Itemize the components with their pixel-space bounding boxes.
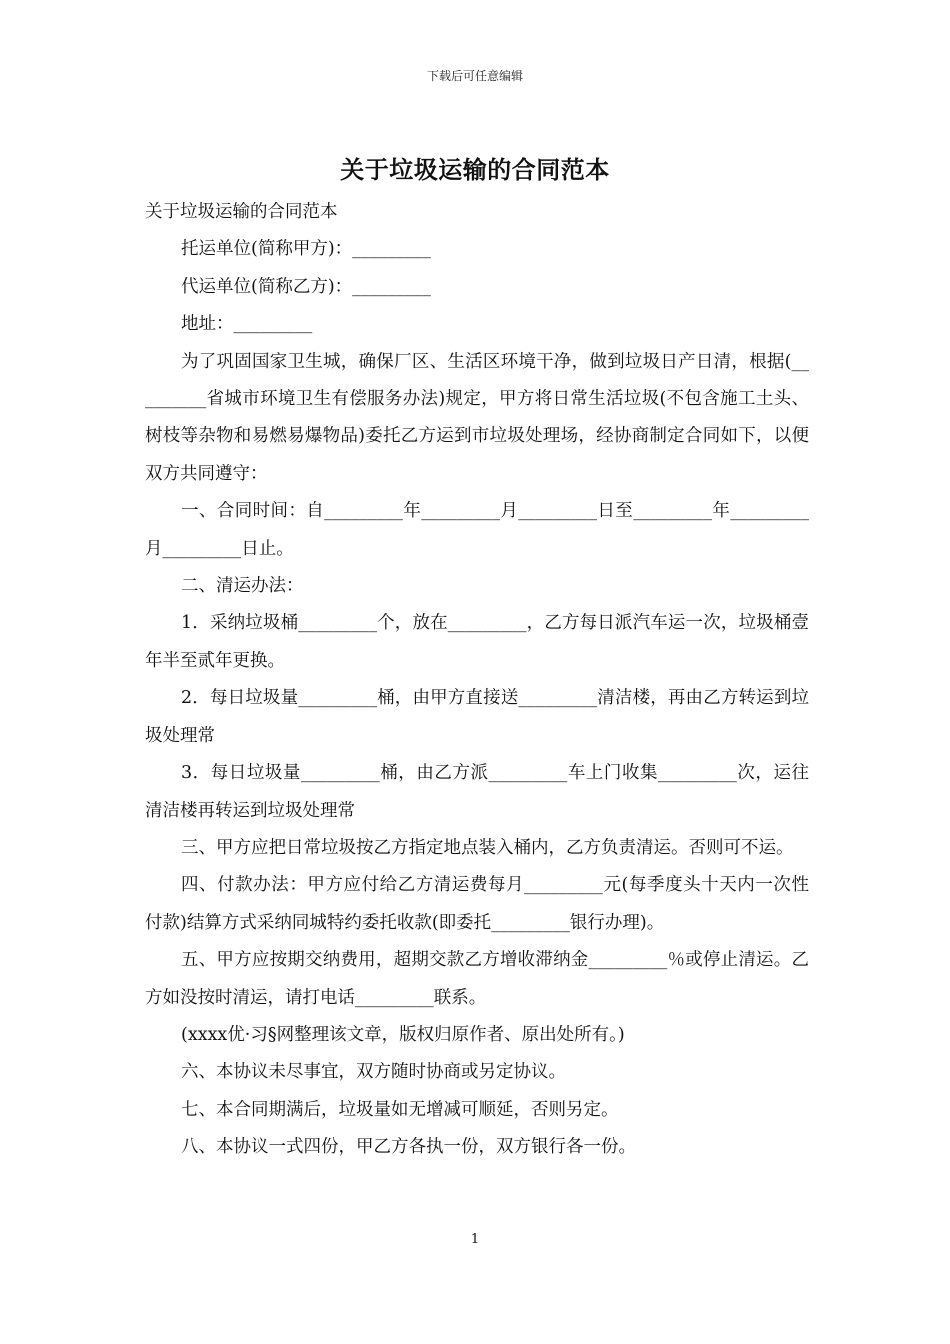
supplementary-paragraph: 六、本协议未尽事宜，双方随时协商或另定协议。: [181, 1062, 566, 1083]
late-fee-paragraph: 五、甲方应按期交纳费用，超期交款乙方增收滞纳金_________％或停止清运。乙方如没按时清运，请打电话_________联系。: [145, 950, 809, 1008]
consignor-line: 托运单位(简称甲方)：_________: [181, 239, 431, 260]
header-note: 下载后可任意编辑: [426, 69, 523, 83]
collection-item-2: 2．每日垃圾量_________桶，由甲方直接送_________清洁楼，再由乙方转运到垃圾处理常: [145, 688, 809, 746]
contract-period-paragraph: 一、合同时间：自_________年_________月_________日至_________年_________月_________日止。: [145, 501, 809, 559]
collection-item-3: 3．每日垃圾量_________桶，由乙方派_________车上门收集_________次，运往清洁楼再转运到垃圾处理常: [145, 763, 809, 821]
carrier-line: 代运单位(简称乙方)：_________: [181, 276, 431, 297]
document-body: [145, 194, 809, 1167]
payment-paragraph: 四、付款办法：甲方应付给乙方清运费每月_________元(每季度头十天内一次性付款)结算方式采纳同城特约委托收款(即委托_________银行办理)。: [145, 875, 809, 933]
copyright-note: (xxxx优·习§网整理该文章，版权归原作者、原出处所有。): [181, 1024, 625, 1045]
collection-item-1: 1．采纳垃圾桶_________个，放在_________，乙方每日派汽车运一次，垃圾桶壹年半至贰年更换。: [145, 613, 809, 671]
renewal-paragraph: 七、本合同期满后，垃圾量如无增减可顺延，否则另定。: [181, 1099, 619, 1120]
collection-method-heading: 二、清运办法：: [181, 576, 304, 597]
document-title: 关于垃圾运输的合同范本: [340, 155, 610, 184]
loading-paragraph: 三、甲方应把日常垃圾按乙方指定地点装入桶内，乙方负责清运。否则可不运。: [181, 837, 794, 858]
intro-paragraph: 为了巩固国家卫生城，确保厂区、生活区环境干净，做到垃圾日产日清，根据(_________省城市环境卫生有偿服务办法)规定，甲方将日常生活垃圾(不包含施工土头、树枝等杂物和易燃易爆物品)委托乙方运到市垃圾处理场，经协商制定合同如下，以便双方共同遵守：: [145, 351, 809, 484]
address-line: 地址：_________: [181, 314, 313, 335]
subtitle-paragraph: 关于垃圾运输的合同范本: [145, 202, 338, 222]
copies-paragraph: 八、本协议一式四份，甲乙方各执一份，双方银行各一份。: [181, 1137, 636, 1158]
page-number: 1: [470, 1232, 480, 1247]
